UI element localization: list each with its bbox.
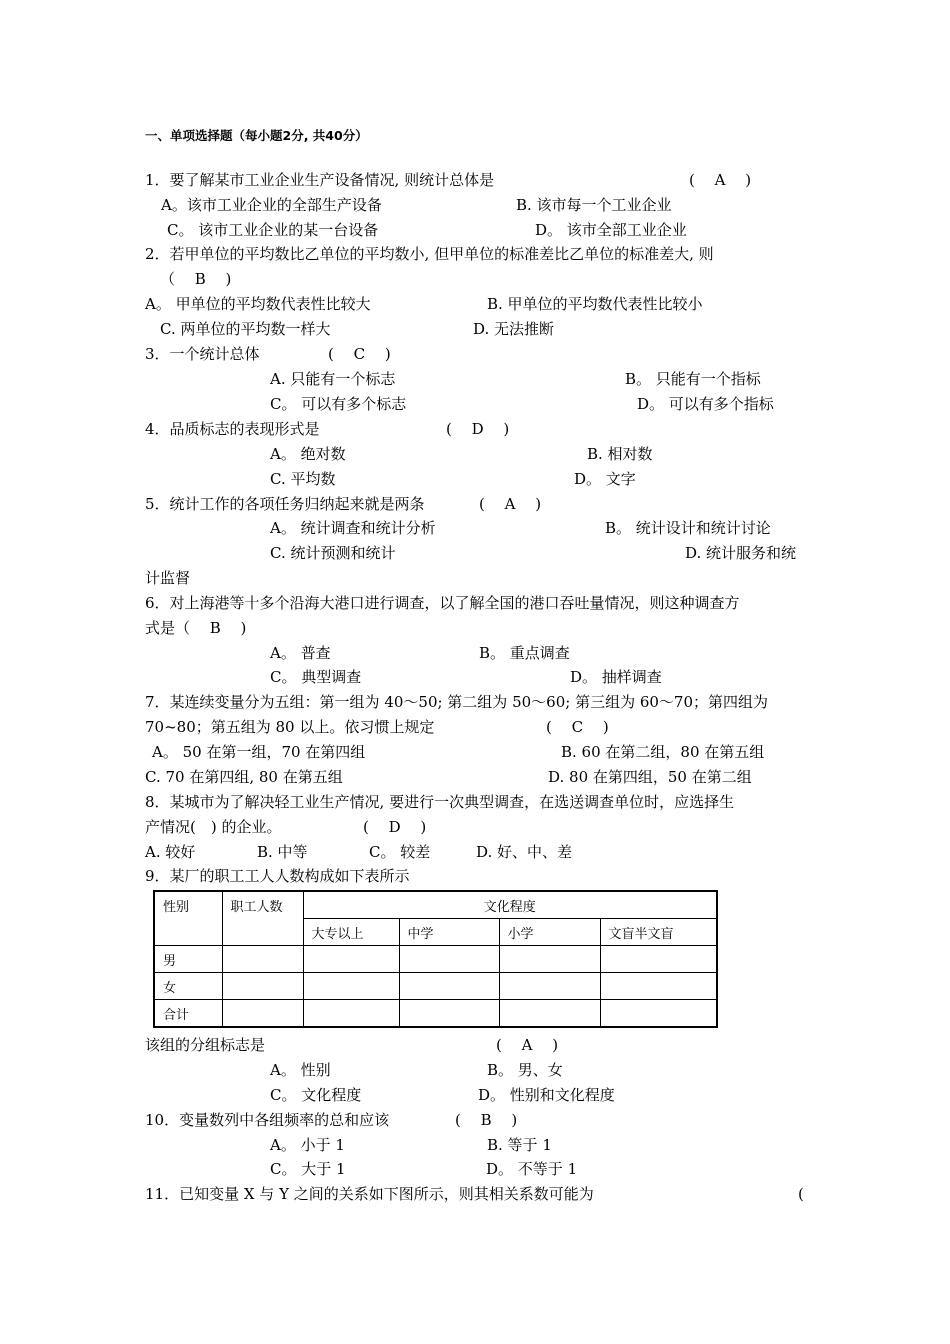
table-cell xyxy=(600,1000,717,1028)
q8-option-b: B. 中等 xyxy=(257,843,308,861)
header-primary-school: 小学 xyxy=(499,919,600,946)
row-label-male: 男 xyxy=(154,946,222,973)
q10-option-b: B. 等于 1 xyxy=(487,1136,552,1154)
table-cell xyxy=(399,1000,499,1028)
q1-option-b: B. 该市每一个工业企业 xyxy=(516,196,672,214)
q10-stem: 10．变量数列中各组频率的总和应该 xyxy=(145,1111,390,1129)
q9-answer: ( A ) xyxy=(496,1036,559,1054)
q3-option-c: C。 可以有多个标志 xyxy=(270,395,407,413)
q2-answer: （ B ) xyxy=(160,270,232,288)
q4-option-b: B. 相对数 xyxy=(587,445,653,463)
table-cell xyxy=(399,973,499,1000)
q7-answer: ( C ) xyxy=(546,718,609,736)
q4-option-a: A。 绝对数 xyxy=(270,445,346,463)
header-college: 大专以上 xyxy=(303,919,399,946)
table-cell xyxy=(222,1000,303,1028)
q6-option-d: D。 抽样调查 xyxy=(570,668,662,686)
q9-option-c: C。 文化程度 xyxy=(270,1086,362,1104)
q4-option-d: D。 文字 xyxy=(574,470,636,488)
q1-answer: ( A ) xyxy=(689,171,752,189)
q4-option-c: C. 平均数 xyxy=(270,470,336,488)
q8-option-d: D. 好、中、差 xyxy=(476,843,573,861)
q1-option-c: C。 该市工业企业的某一台设备 xyxy=(167,221,379,239)
q3-option-b: B。 只能有一个指标 xyxy=(625,370,761,388)
q10-option-a: A。 小于 1 xyxy=(270,1136,345,1154)
q8-answer: ( D ) xyxy=(363,818,427,836)
table-cell xyxy=(499,973,600,1000)
header-middle-school: 中学 xyxy=(399,919,499,946)
q6-option-b: B。 重点调查 xyxy=(479,644,570,662)
q7-option-d: D. 80 在第四组，50 在第二组 xyxy=(548,768,752,786)
q9-stem: 9．某厂的职工工人人数构成如下表所示 xyxy=(145,867,410,885)
q5-option-a: A。 统计调查和统计分析 xyxy=(270,519,436,537)
q11-answer-paren: ( xyxy=(798,1185,804,1203)
table-cell xyxy=(222,946,303,973)
q3-option-d: D。 可以有多个指标 xyxy=(637,395,774,413)
table-cell xyxy=(600,973,717,1000)
q7-stem-line2: 70~80；第五组为 80 以上。依习惯上规定 xyxy=(145,718,435,736)
table-cell xyxy=(303,973,399,1000)
q9-option-d: D。 性别和文化程度 xyxy=(478,1086,615,1104)
q4-stem: 4．品质标志的表现形式是 xyxy=(145,420,320,438)
q7-stem: 7．某连续变量分为五组：第一组为 40～50; 第二组为 50～60; 第三组为 60～70；第四组为 xyxy=(145,693,769,711)
q2-option-d: D. 无法推断 xyxy=(473,320,555,338)
q9-question: 该组的分组标志是 xyxy=(145,1036,266,1054)
q2-stem: 2．若甲单位的平均数比乙单位的平均数小, 但甲单位的标准差比乙单位的标准差大, 则 xyxy=(145,245,714,263)
q7-option-b: B. 60 在第二组，80 在第五组 xyxy=(561,743,765,761)
q11-stem: 11．已知变量 X 与 Y 之间的关系如下图所示，则其相关系数可能为 xyxy=(145,1185,594,1203)
q5-option-d: D. 统计服务和统 xyxy=(685,544,797,562)
row-label-total: 合计 xyxy=(154,1000,222,1028)
q8-stem: 8．某城市为了解决轻工业生产情况, 要进行一次典型调查，在选送调查单位时，应选择生 xyxy=(145,793,735,811)
header-worker-count: 职工人数 xyxy=(222,891,303,946)
header-education: 文化程度 xyxy=(303,891,717,919)
q1-option-a: A。该市工业企业的全部生产设备 xyxy=(161,196,382,214)
q6-stem-line2: 式是（ B ) xyxy=(145,619,247,637)
q2-option-b: B. 甲单位的平均数代表性比较小 xyxy=(487,295,703,313)
q10-answer: ( B ) xyxy=(455,1111,518,1129)
q10-option-d: D。 不等于 1 xyxy=(486,1160,578,1178)
q7-option-c: C. 70 在第四组, 80 在第五组 xyxy=(145,768,343,786)
table-cell xyxy=(499,1000,600,1028)
q5-option-d-continued: 计监督 xyxy=(145,569,191,587)
q5-stem: 5．统计工作的各项任务归纳起来就是两条 xyxy=(145,495,425,513)
q4-answer: ( D ) xyxy=(446,420,510,438)
q8-option-c: C。 较差 xyxy=(369,843,431,861)
q5-option-c: C. 统计预测和统计 xyxy=(270,544,396,562)
q9-option-b: B。 男、女 xyxy=(487,1061,563,1079)
table-cell xyxy=(303,1000,399,1028)
q3-option-a: A. 只能有一个标志 xyxy=(270,370,396,388)
header-illiterate: 文盲半文盲 xyxy=(600,919,717,946)
q1-option-d: D。 该市全部工业企业 xyxy=(535,221,687,239)
q8-option-a: A. 较好 xyxy=(145,843,196,861)
table-cell xyxy=(222,973,303,1000)
q6-option-a: A。 普查 xyxy=(270,644,331,662)
table-cell xyxy=(600,946,717,973)
q10-option-c: C。 大于 1 xyxy=(270,1160,346,1178)
q9-option-a: A。 性别 xyxy=(270,1061,331,1079)
workforce-table xyxy=(153,890,718,1028)
q5-option-b: B。 统计设计和统计讨论 xyxy=(605,519,771,537)
q7-option-a: A。 50 在第一组，70 在第四组 xyxy=(152,743,366,761)
section-title: 一、单项选择题（每小题2分, 共40分） xyxy=(145,128,368,143)
table-cell xyxy=(499,946,600,973)
table-cell xyxy=(303,946,399,973)
q3-answer: ( C ) xyxy=(328,345,391,363)
row-label-female: 女 xyxy=(154,973,222,1000)
q2-option-c: C. 两单位的平均数一样大 xyxy=(160,320,331,338)
q8-stem-line2: 产情况( ) 的企业。 xyxy=(145,818,282,836)
q6-stem: 6．对上海港等十多个沿海大港口进行调查，以了解全国的港口吞吐量情况，则这种调查方 xyxy=(145,594,740,612)
table-cell xyxy=(399,946,499,973)
header-gender: 性别 xyxy=(154,891,222,946)
q6-option-c: C。 典型调查 xyxy=(270,668,362,686)
q2-option-a: A。 甲单位的平均数代表性比较大 xyxy=(145,295,371,313)
q5-answer: ( A ) xyxy=(479,495,542,513)
q1-stem: 1．要了解某市工业企业生产设备情况, 则统计总体是 xyxy=(145,171,495,189)
q3-stem: 3．一个统计总体 xyxy=(145,345,260,363)
